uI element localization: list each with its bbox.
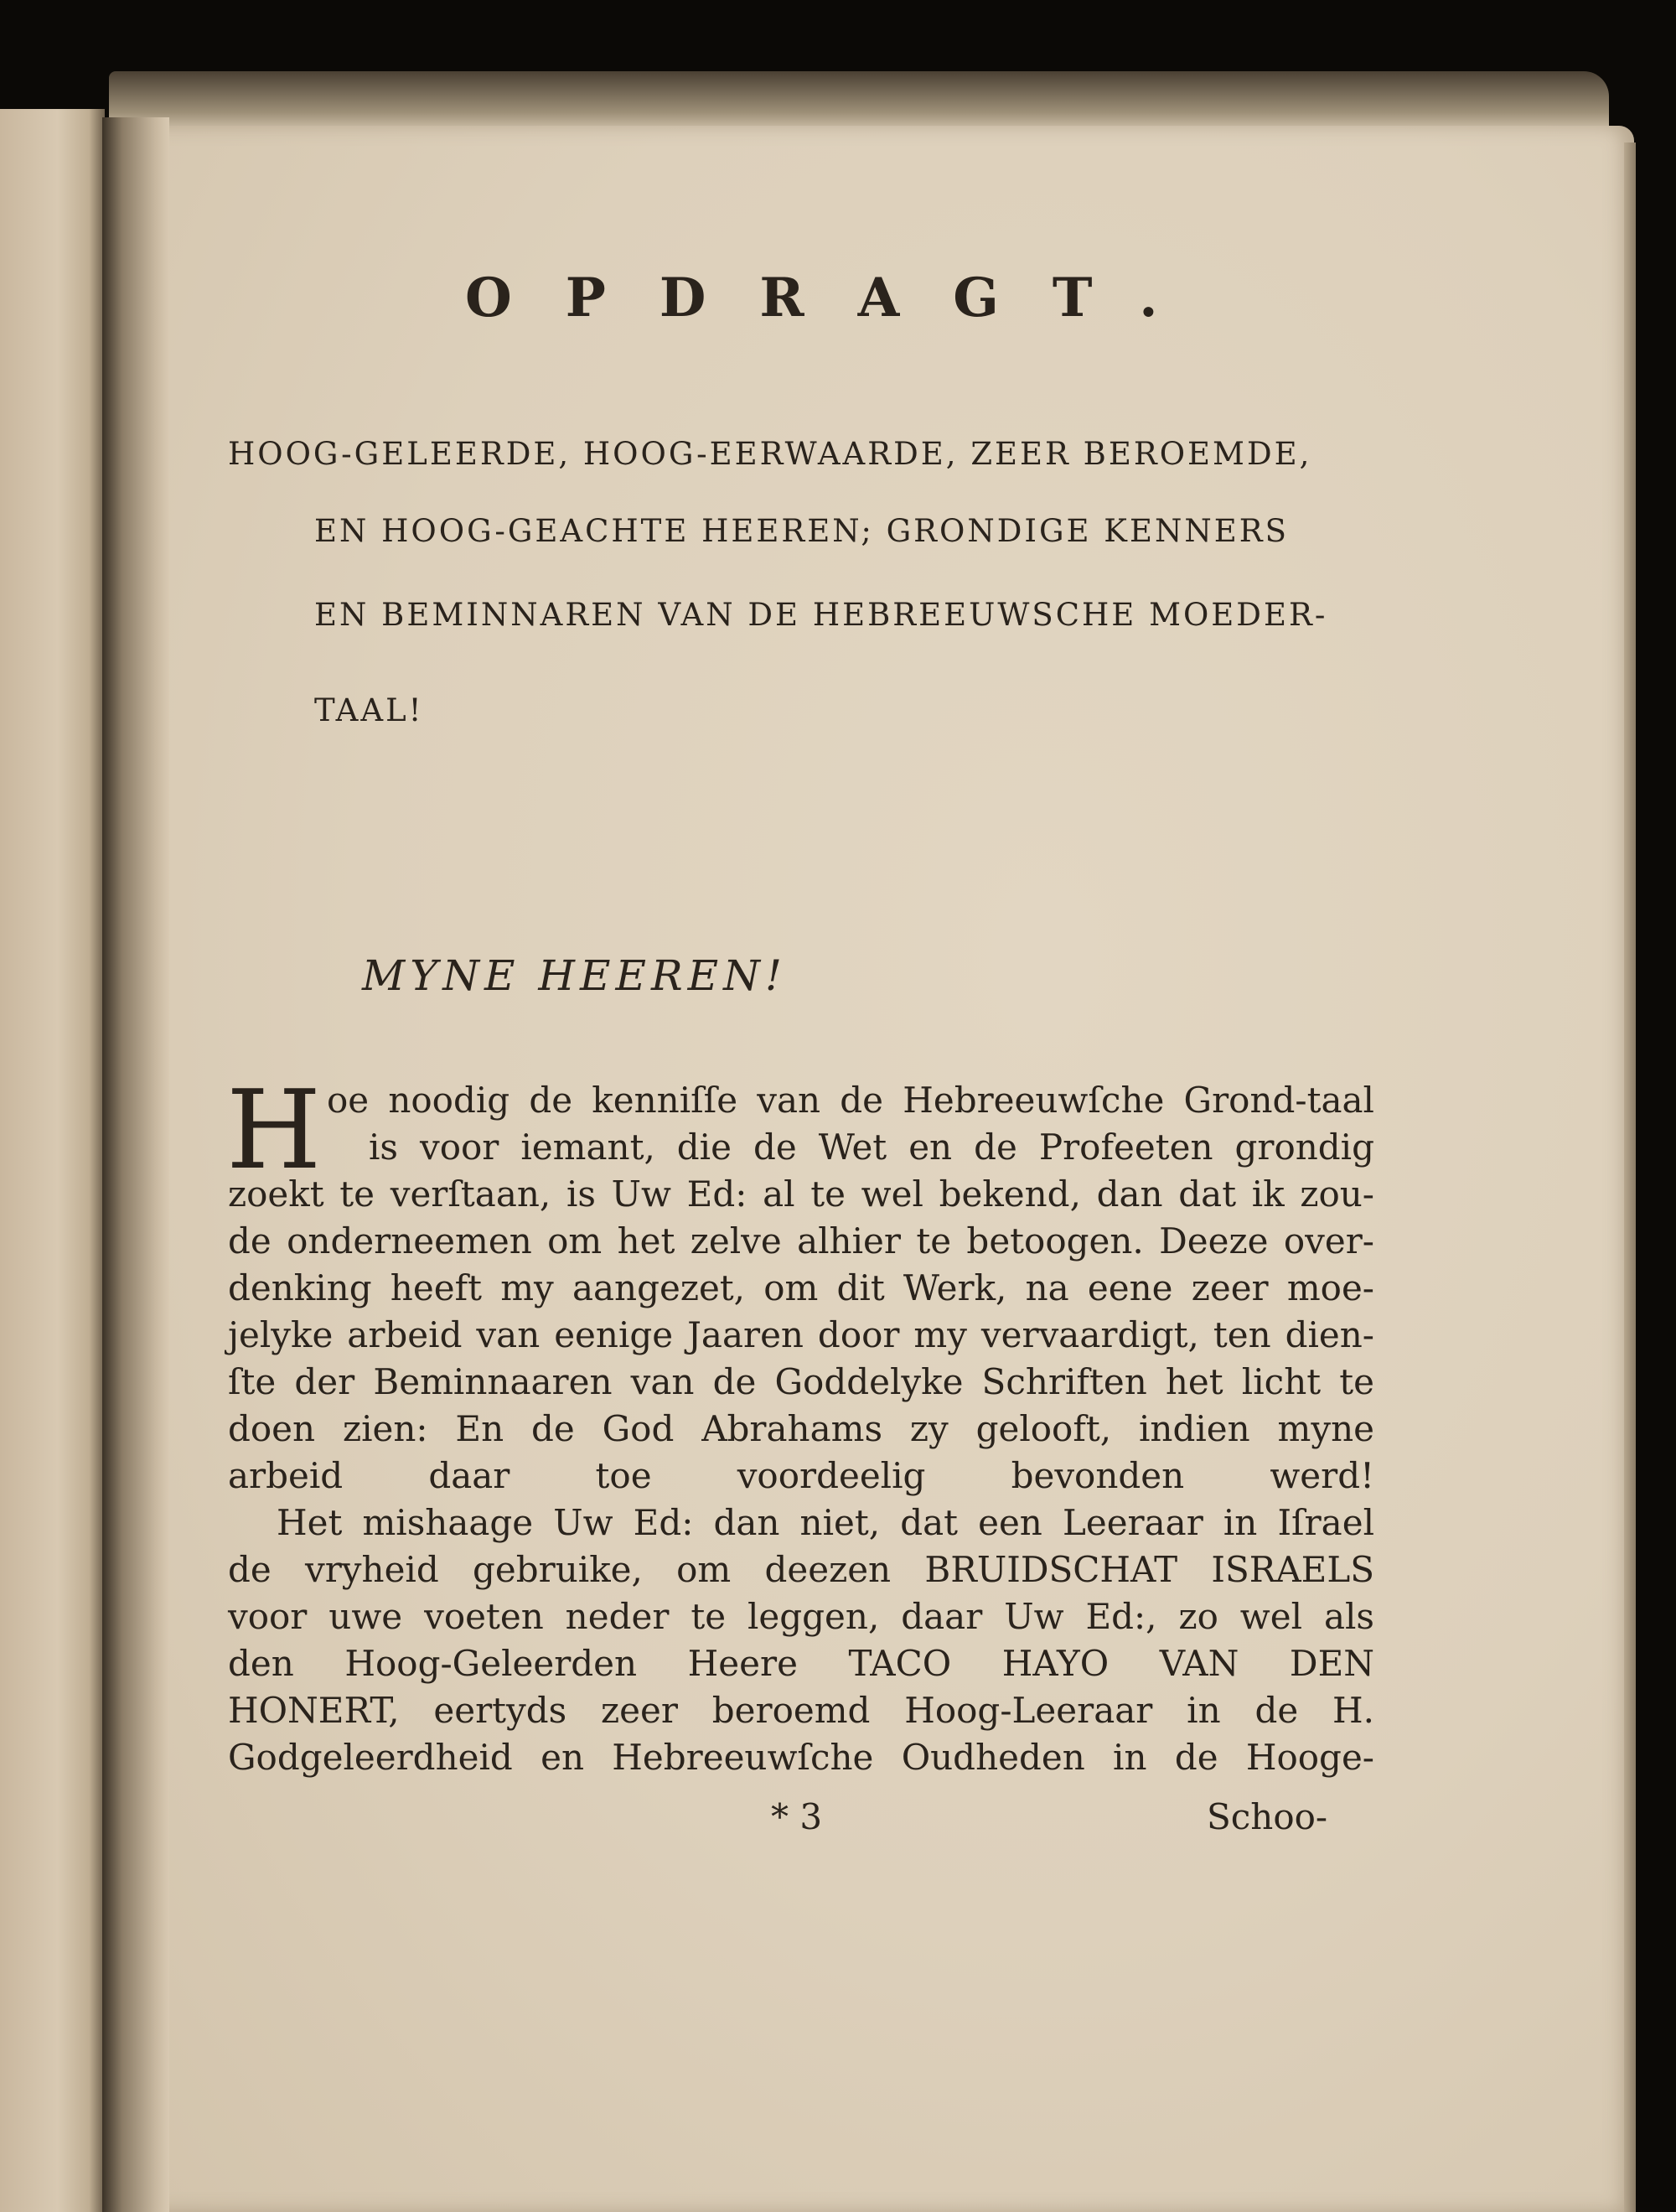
left-page-edge bbox=[0, 109, 105, 2212]
page-heading: OPDRAGT. bbox=[465, 267, 1212, 329]
address-line-2: EN HOOG-GEACHTE HEEREN; GRONDIGE KENNERS bbox=[314, 513, 1289, 549]
address-line-1: HOOG-GELEERDE, HOOG-EERWAARDE, ZEER BEROEMDE, bbox=[228, 436, 1312, 472]
address-line-4: TAAL! bbox=[314, 692, 424, 728]
drop-cap: H bbox=[226, 1066, 322, 1194]
salutation: MYNE HEEREN! bbox=[362, 951, 787, 1000]
top-page-edge bbox=[109, 71, 1609, 130]
right-page-edge bbox=[1624, 142, 1636, 2212]
body-line-6: jelyke arbeid van eenige Jaaren door my vervaardigt, ten dien- bbox=[228, 1314, 1374, 1355]
body-line-7: ſte der Beminnaaren van de Goddelyke Schriften het licht te bbox=[228, 1361, 1374, 1402]
signature-mark: * 3 bbox=[771, 1796, 823, 1837]
body-line-14: HONERT, eertyds zeer beroemd Hoog-Leeraar in de H. bbox=[228, 1690, 1374, 1731]
body-line-13: den Hoog-Geleerden Heere TACO HAYO VAN DEN bbox=[228, 1643, 1374, 1684]
gutter-shadow bbox=[102, 117, 169, 2212]
body-line-9: arbeid daar toe voordeelig bevonden werd! bbox=[228, 1455, 1374, 1496]
body-line-1: oe noodig de kenniſſe van de Hebreeuwſche Grond-taal bbox=[327, 1080, 1374, 1121]
body-line-3: zoekt te verſtaan, is Uw Ed: al te wel bekend, dan dat ik zou- bbox=[228, 1173, 1374, 1215]
body-line-10: Het mishaage Uw Ed: dan niet, dat een Leeraar in Iſrael bbox=[277, 1502, 1374, 1543]
body-line-15: Godgeleerdheid en Hebreeuwſche Oudheden in de Hooge- bbox=[228, 1737, 1374, 1778]
body-line-4: de onderneemen om het zelve alhier te betoogen. Deeze over- bbox=[228, 1220, 1374, 1261]
body-line-8: doen zien: En de God Abrahams zy gelooft, indien myne bbox=[228, 1408, 1374, 1449]
body-line-11: de vryheid gebruike, om deezen BRUIDSCHAT ISRAELS bbox=[228, 1549, 1374, 1590]
body-line-2: is voor iemant, die de Wet en de Profeeten grondig bbox=[369, 1127, 1374, 1168]
address-line-3: EN BEMINNAREN VAN DE HEBREEUWSCHE MOEDER- bbox=[314, 597, 1328, 633]
catchword: Schoo- bbox=[1207, 1796, 1328, 1837]
body-line-5: denking heeft my aangezet, om dit Werk, na eene zeer moe- bbox=[228, 1267, 1374, 1308]
body-line-12: voor uwe voeten neder te leggen, daar Uw Ed:, zo wel als bbox=[228, 1596, 1374, 1637]
